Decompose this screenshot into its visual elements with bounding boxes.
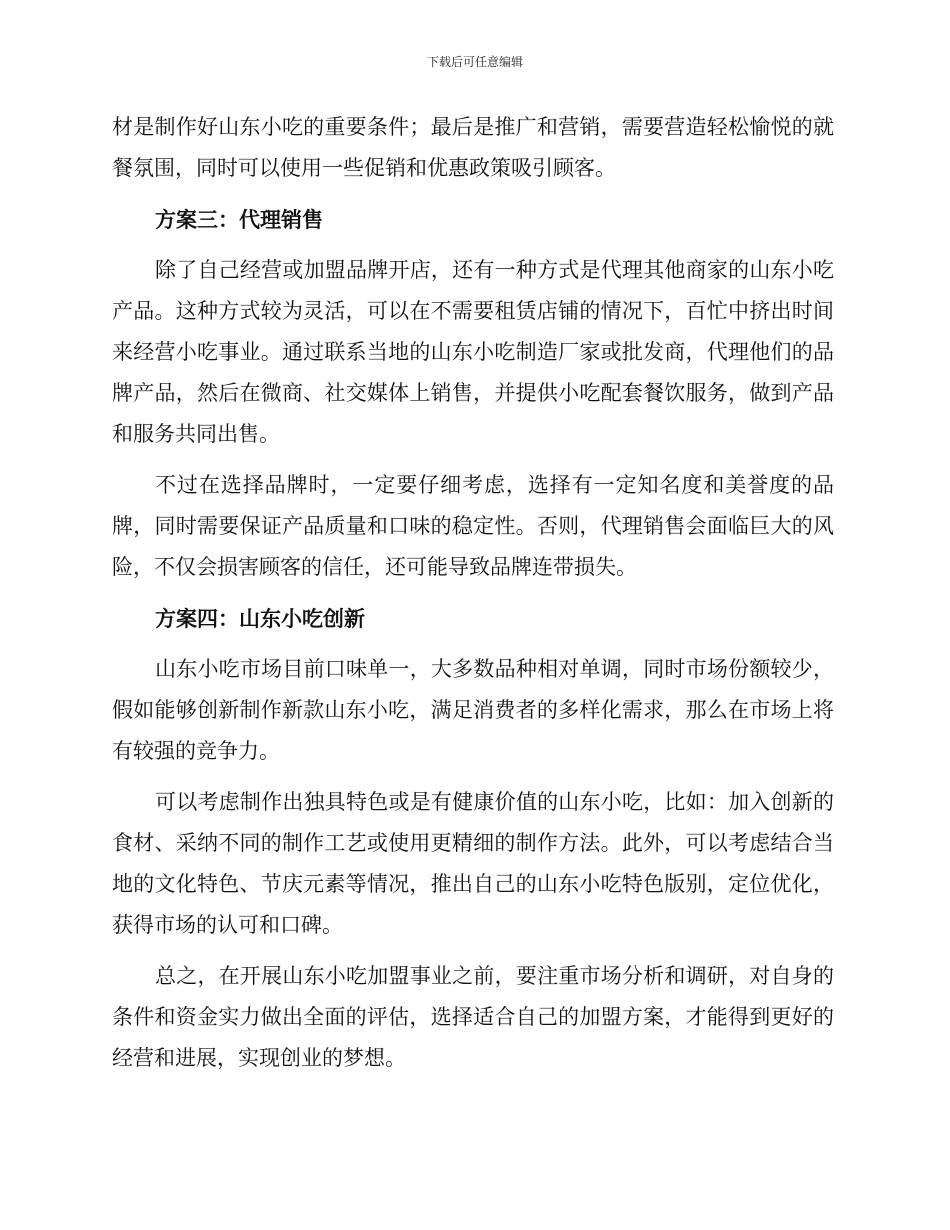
paragraph-conclusion: 总之，在开展山东小吃加盟事业之前，要注重市场分析和调研，对自身的条件和资金实力做出全面的评估，选择适合自己的加盟方案，才能得到更好的经营和进展，实现创业的梦想。	[112, 964, 834, 1070]
document-body	[112, 107, 834, 1089]
page-header: 下载后可任意编辑	[426, 55, 523, 69]
paragraph-innovation-methods: 可以考虑制作出独具特色或是有健康价值的山东小吃，比如：加入创新的食材、采纳不同的制作工艺或使用更精细的制作方法。此外，可以考虑结合当地的文化特色、节庆元素等情况，推出自己的山东小吃特色版别，定位优化，获得市场的认可和口碑。	[112, 790, 834, 937]
paragraph-agency-brand-choice: 不过在选择品牌时，一定要仔细考虑，选择有一定知名度和美誉度的品牌，同时需要保证产品质量和口味的稳定性。否则，代理销售会面临巨大的风险，不仅会损害顾客的信任，还可能导致品牌连带损失。	[112, 473, 834, 579]
paragraph-innovation-market: 山东小吃市场目前口味单一，大多数品种相对单调，同时市场份额较少，假如能够创新制作新款山东小吃，满足消费者的多样化需求，那么在市场上将有较强的竞争力。	[112, 657, 834, 763]
section-heading-plan-four: 方案四：山东小吃创新	[155, 606, 365, 631]
paragraph-continuation: 材是制作好山东小吃的重要条件；最后是推广和营销，需要营造轻松愉悦的就餐氛围，同时可以使用一些促销和优惠政策吸引顾客。	[112, 115, 834, 180]
paragraph-agency-intro: 除了自己经营或加盟品牌开店，还有一种方式是代理其他商家的山东小吃产品。这种方式较为灵活，可以在不需要租赁店铺的情况下，百忙中挤出时间来经营小吃事业。通过联系当地的山东小吃制造厂家或批发商，代理他们的品牌产品，然后在微商、社交媒体上销售，并提供小吃配套餐饮服务，做到产品和服务共同出售。	[112, 258, 834, 446]
section-heading-plan-three: 方案三：代理销售	[155, 207, 323, 232]
